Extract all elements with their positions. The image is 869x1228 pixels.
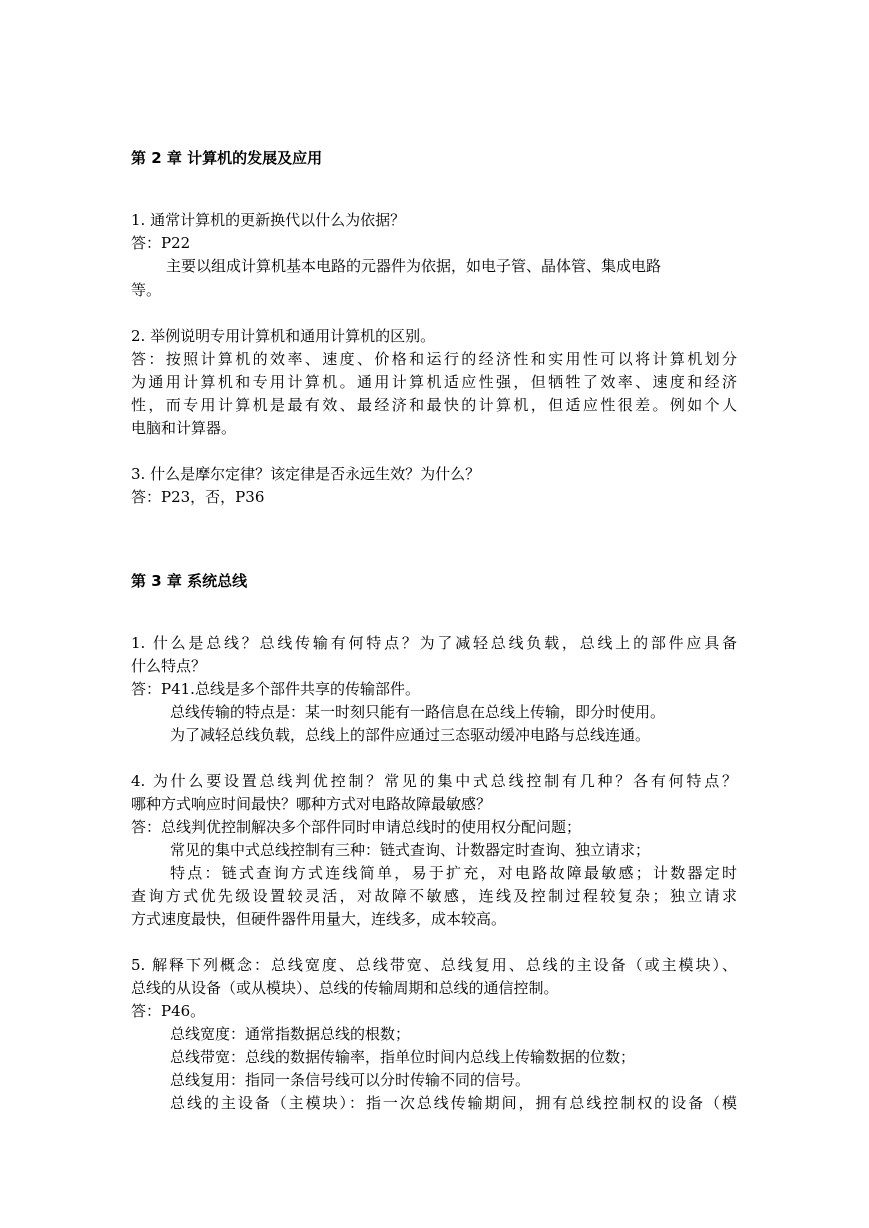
ch2-q2-question: 2. 举例说明专用计算机和通用计算机的区别。 xyxy=(131,327,436,345)
ch3-q4-question-line2: 哪种方式响应时间最快？哪种方式对电路故障最敏感？ xyxy=(131,795,492,813)
ch3-q5-question-line1: 5. 解释下列概念：总线宽度、总线带宽、总线复用、总线的主设备（或主模块）、 xyxy=(131,956,737,974)
ch3-q1-question-line2: 什么特点？ xyxy=(131,657,207,675)
ch3-q5-question-line2: 总线的从设备（或从模块）、总线的传输周期和总线的通信控制。 xyxy=(131,979,559,997)
ch3-q4-detail2: 特点：链式查询方式连线简单，易于扩充，对电路故障最敏感；计数器定时 xyxy=(170,864,737,882)
ch2-q1-detail: 主要以组成计算机基本电路的元器件为依据，如电子管、晶体管、集成电路 xyxy=(166,257,662,275)
ch3-q5-detail1: 总线宽度：通常指数据总线的根数； xyxy=(170,1025,411,1043)
ch3-q1-question-line1: 1. 什么是总线？总线传输有何特点？为了减轻总线负载，总线上的部件应具备 xyxy=(131,634,737,652)
ch3-q1-detail2: 为了减轻总线负载，总线上的部件应通过三态驱动缓冲电路与总线连通。 xyxy=(170,726,651,744)
ch2-q2-answer-line1: 答：按照计算机的效率、速度、价格和运行的经济性和实用性可以将计算机划分 xyxy=(131,350,737,368)
ch2-q2-answer-line3: 性，而专用计算机是最有效、最经济和最快的计算机，但适应性很差。例如个人 xyxy=(131,396,737,414)
ch2-q3-answer: 答：P23，否，P36 xyxy=(131,488,265,506)
ch2-q2-answer-line4: 电脑和计算器。 xyxy=(131,419,237,437)
ch3-q4-question-line1: 4. 为什么要设置总线判优控制？常见的集中式总线控制有几种？各有何特点？ xyxy=(131,772,737,790)
ch3-q5-answer: 答：P46。 xyxy=(131,1002,206,1020)
ch3-q4-detail1: 常见的集中式总线控制有三种：链式查询、计数器定时查询、独立请求； xyxy=(170,841,651,859)
ch3-q4-detail4: 方式速度最快，但硬件器件用量大，连线多，成本较高。 xyxy=(131,910,507,928)
ch2-q3-question: 3. 什么是摩尔定律？该定律是否永远生效？为什么？ xyxy=(131,465,481,483)
chapter-3-title: 第 3 章 系统总线 xyxy=(131,572,248,590)
ch2-q1-answer: 答：P22 xyxy=(131,234,191,252)
ch2-q1-question: 1. 通常计算机的更新换代以什么为依据？ xyxy=(131,211,406,229)
ch2-q1-detail-cont: 等。 xyxy=(131,281,162,299)
ch3-q1-answer: 答：P41.总线是多个部件共享的传输部件。 xyxy=(131,680,420,698)
ch2-q2-answer-line2: 为通用计算机和专用计算机。通用计算机适应性强，但牺牲了效率、速度和经济 xyxy=(131,373,737,391)
ch3-q1-detail1: 总线传输的特点是：某一时刻只能有一路信息在总线上传输，即分时使用。 xyxy=(170,703,666,721)
ch3-q5-detail4: 总线的主设备（主模块）：指一次总线传输期间，拥有总线控制权的设备（模 xyxy=(170,1094,737,1112)
ch3-q5-detail2: 总线带宽：总线的数据传输率，指单位时间内总线上传输数据的位数； xyxy=(170,1048,636,1066)
ch3-q5-detail3: 总线复用：指同一条信号线可以分时传输不同的信号。 xyxy=(170,1071,531,1089)
ch3-q4-detail3: 查询方式优先级设置较灵活，对故障不敏感，连线及控制过程较复杂；独立请求 xyxy=(131,887,737,905)
chapter-2-title: 第 2 章 计算机的发展及应用 xyxy=(131,149,323,167)
ch3-q4-answer: 答：总线判优控制解决多个部件同时申请总线时的使用权分配问题； xyxy=(131,818,582,836)
